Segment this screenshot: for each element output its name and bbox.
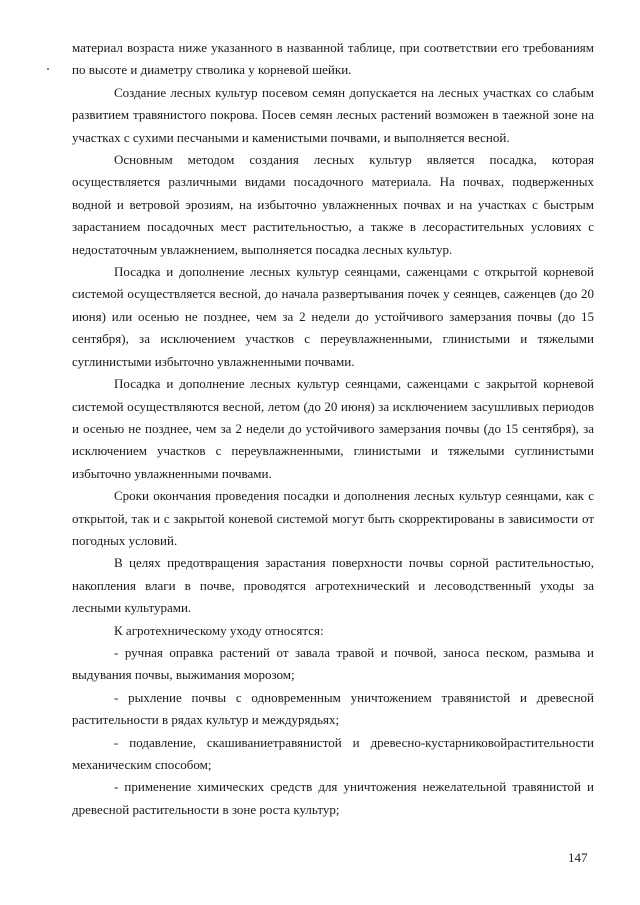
page-number: 147 (568, 850, 588, 865)
paragraph-open-root-planting: Посадка и дополнение лесных культур сеянцами, саженцами с открытой корневой системой осуществляется весной, до начала развертывания почек у сеянцев, саженцев (до 20 июня) или осенью не позднее, чем за 2 недели до устойчивого замерзания почвы (до 15 сентября), за исключением участков с переувлажненными, глинистыми и тяжелыми суглинистыми избыточно увлажненными почвами. (72, 264, 594, 369)
list-item-soil-loosening: - рыхление почвы с одновременным уничтожением травянистой и древесной растительности в рядах культур и междурядьях; (72, 689, 594, 728)
body-text (72, 37, 594, 821)
paragraph-agrotechnical-care-intro: К агротехническому уходу относятся: (114, 622, 324, 638)
paragraph-closed-root-planting: Посадка и дополнение лесных культур сеянцами, саженцами с закрытой корневой системой осуществляются весной, летом (до 20 июня) за исключением засушливых периодов и осенью не позднее, чем за 2 недели до устойчивого замерзания почвы (до 15 сентября), за исключением участков с переувлажненными, глинистыми и тяжелыми суглинистыми избыточно увлажненными почвами. (72, 376, 594, 481)
paragraph-continuation: материал возраста ниже указанного в названной таблице, при соответствии его требованиям по высоте и диаметру стволика у корневой шейки. (72, 40, 594, 78)
paragraph-deadline-adjustment: Сроки окончания проведения посадки и дополнения лесных культур сеянцами, как с открытой, так и с закрытой коневой системой могут быть скорректированы в зависимости от погодных условий. (72, 488, 594, 548)
list-item-manual-correction: - ручная оправка растений от завала травой и почвой, заноса песком, размыва и выдувания почвы, выжимания морозом; (72, 644, 594, 683)
paragraph-care-purpose: В целях предотвращения зарастания поверхности почвы сорной растительностью, накопления влаги в почве, проводятся агротехнический и лесоводственный уходы за лесными культурами. (72, 555, 594, 616)
list-item-chemical-treatment: - применение химических средств для уничтожения нежелательной травянистой и древесной растительности в зоне роста культур; (72, 779, 594, 817)
paragraph-seed-sowing: Создание лесных культур посевом семян допускается на лесных участках со слабым развитием травянистого покрова. Посев семян лесных растений возможен в таежной зоне на участках с сухими песчаными и каменистыми почвами, и выполняется весной. (72, 84, 594, 145)
paragraph-planting-method: Основным методом создания лесных культур является посадка, которая осуществляется различными видами посадочного материала. На почвах, подверженных водной и ветровой эрозиям, на избыточно увлажненных почвах и на участках с быстрым зарастанием посадочных мест растительностью, а также в лесорастительных условиях с недостаточным увлажнением, выполняется посадка лесных культур. (72, 152, 594, 257)
list-item-mechanical-suppression: - подавление, скашиваниетравянистой и древесно-кустарниковойрастительности механическим способом; (72, 734, 594, 772)
stray-mark (47, 68, 49, 70)
